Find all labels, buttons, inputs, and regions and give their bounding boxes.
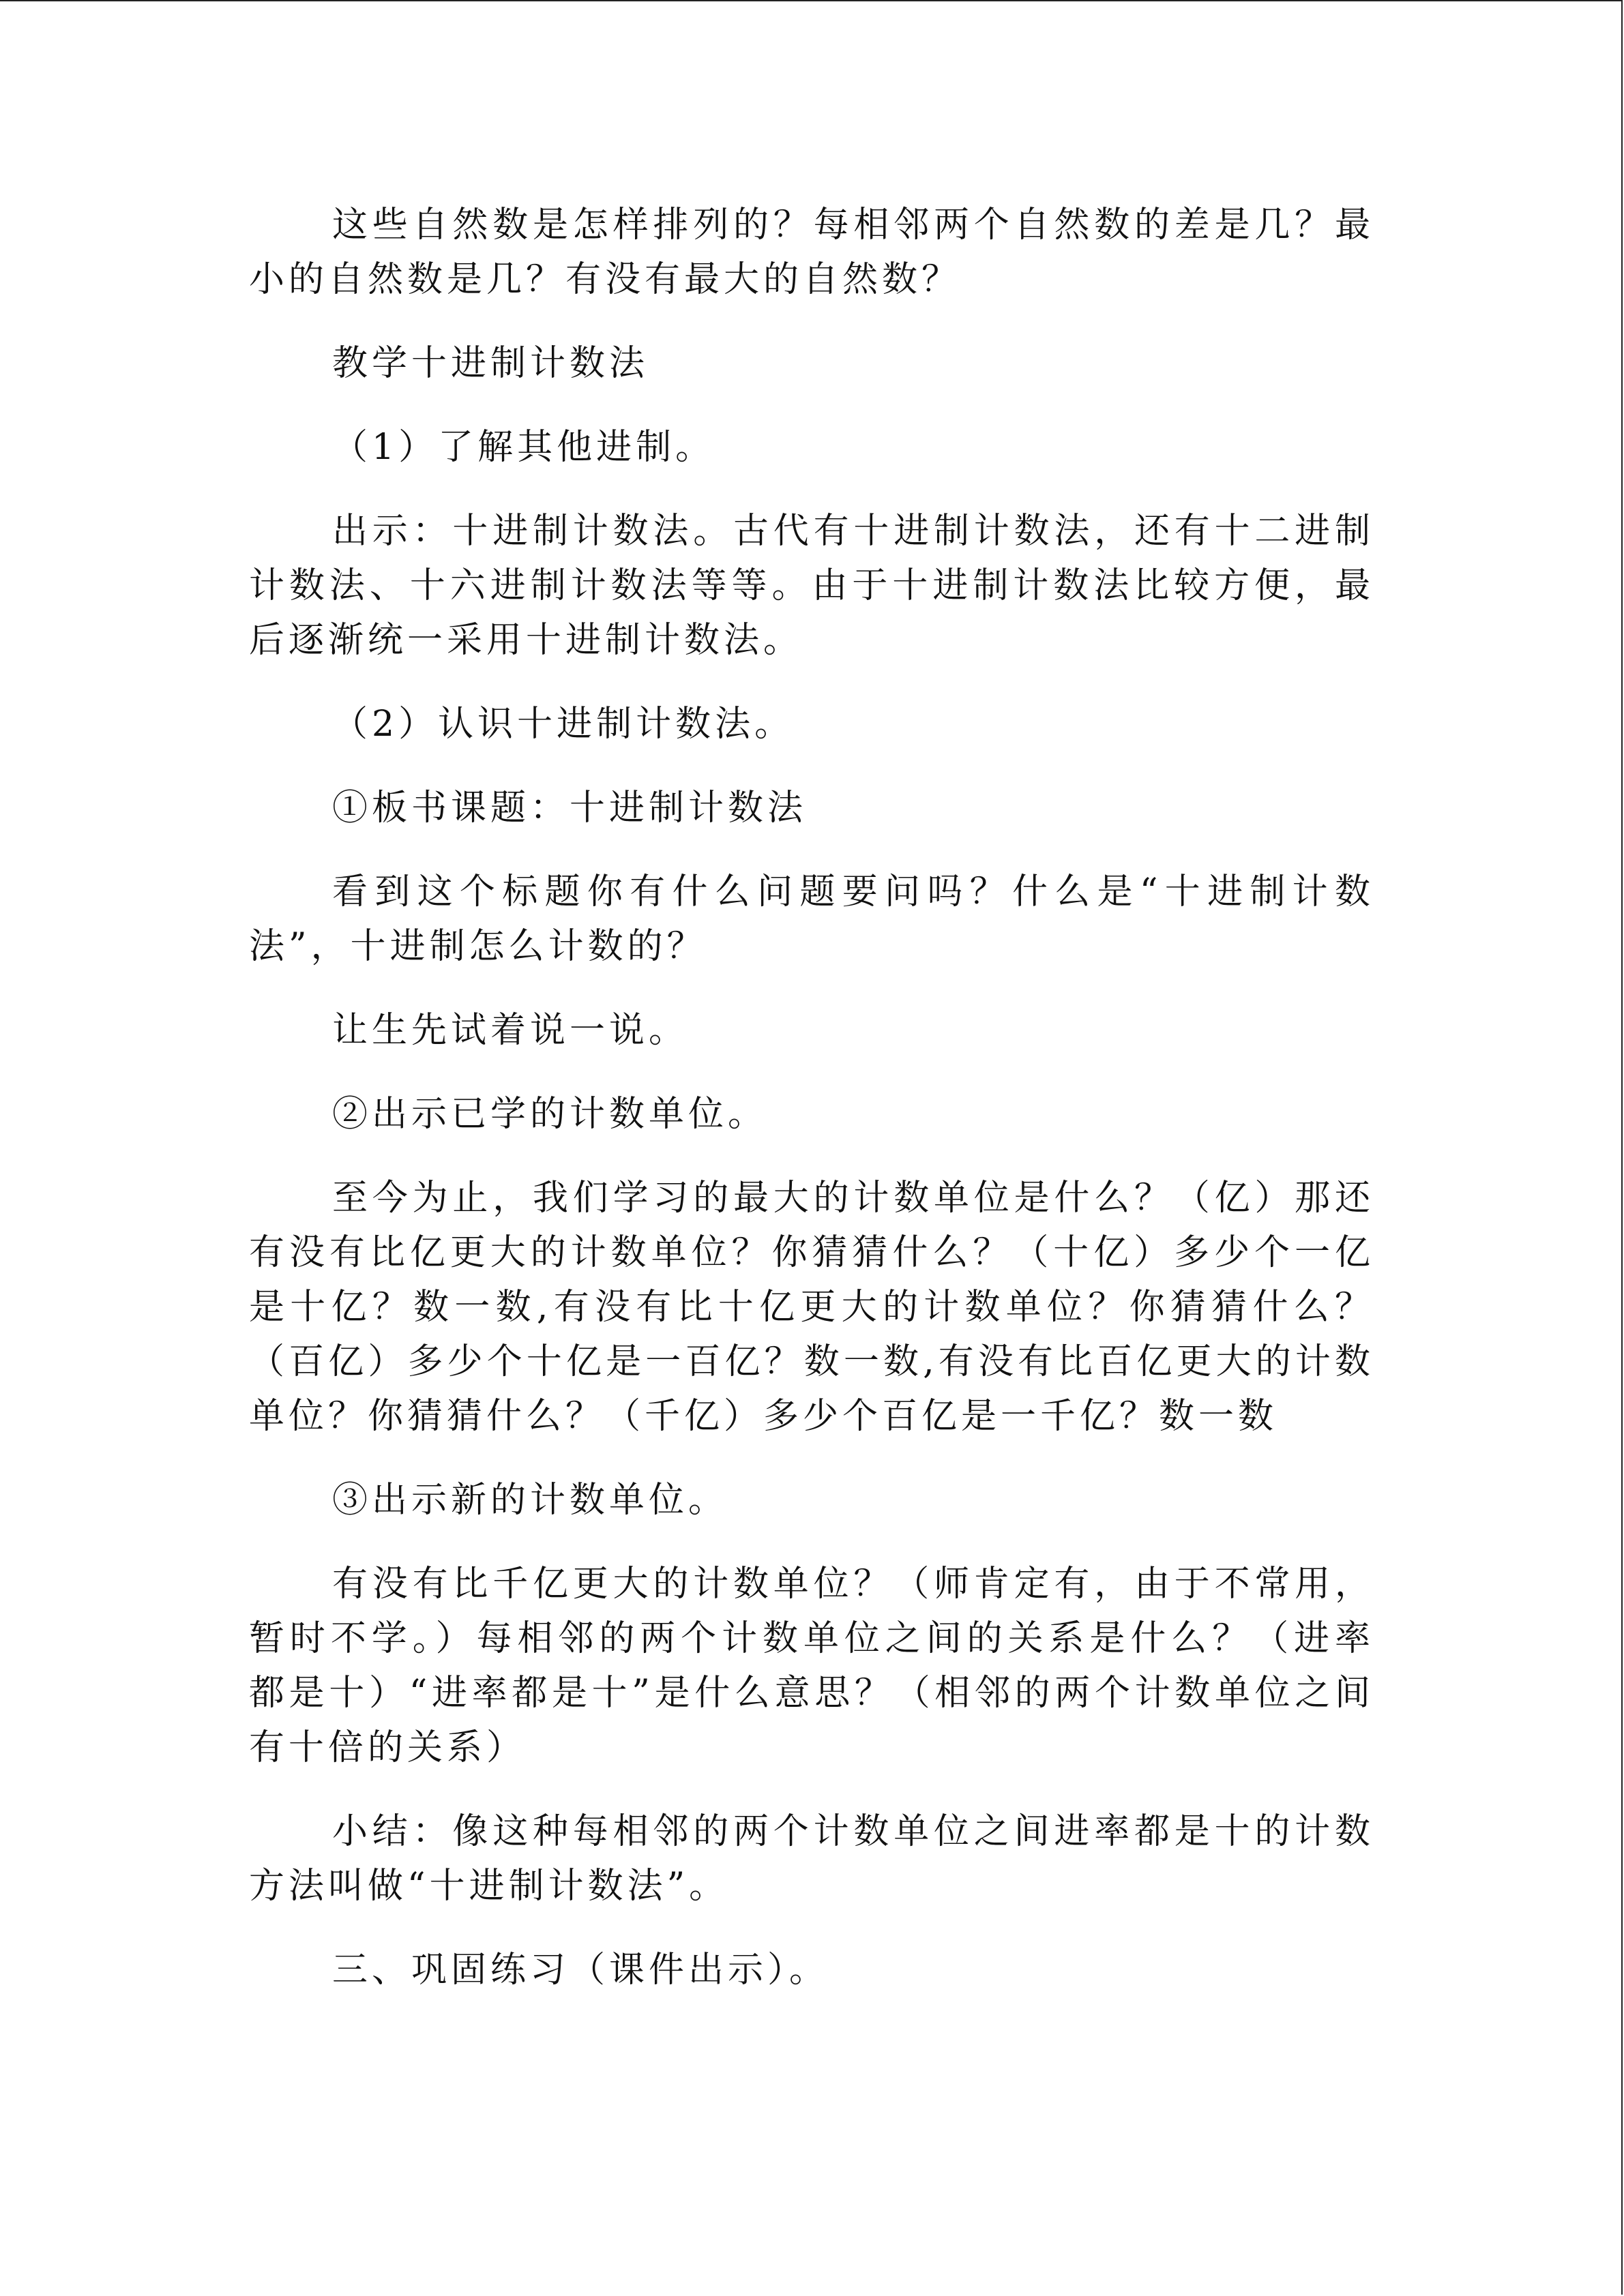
paragraph-students-try: 让生先试着说一说。	[332, 1010, 689, 1051]
paragraph-show-learned-units: ②出示已学的计数单位。	[332, 1094, 768, 1135]
paragraph-practice: 三、巩固练习（课件出示）。	[332, 1950, 829, 1991]
subheading-other-bases: （1）了解其他进制。	[332, 427, 715, 468]
paragraph-board-title: ①板书课题：十进制计数法	[332, 788, 808, 829]
paragraph-natural-numbers-questions: 这些自然数是怎样排列的？每相邻两个自然数的差是几？最小的自然数是几？有没有最大的自然数？	[249, 205, 1374, 300]
section-heading-decimal-system: 教学十进制计数法	[332, 343, 649, 384]
paragraph-show-new-units: ③出示新的计数单位。	[332, 1480, 728, 1521]
paragraph-summary: 小结：像这种每相邻的两个计数单位之间进率都是十的计数方法叫做“十进制计数法”。	[249, 1811, 1374, 1907]
subheading-learn-decimal: （2）认识十进制计数法。	[332, 704, 795, 745]
paragraph-largest-unit-questions: 至今为止，我们学习的最大的计数单位是什么？（亿）那还有没有比亿更大的计数单位？你猜猜什么？（十亿）多少个一亿是十亿？数一数,有没有比十亿更大的计数单位？你猜猜什么？（百亿）多少个十亿是一百亿？数一数,有没有比百亿更大的计数单位？你猜猜什么？（千亿）多少个百亿是一千亿？数一数	[249, 1178, 1374, 1437]
paragraph-show-decimal-history: 出示：十进制计数法。古代有十进制计数法，还有十二进制计数法、十六进制计数法等等。由于十进制计数法比较方便，最后逐渐统一采用十进制计数法。	[249, 511, 1374, 661]
paragraph-unit-relationship: 有没有比千亿更大的计数单位？（师肯定有，由于不常用，暂时不学。）每相邻的两个计数单位之间的关系是什么？（进率都是十）“进率都是十”是什么意思？（相邻的两个计数单位之间有十倍的关系）	[249, 1564, 1374, 1768]
document-body	[249, 198, 1374, 2027]
paragraph-title-questions: 看到这个标题你有什么问题要问吗？什么是“十进制计数法”，十进制怎么计数的？	[249, 871, 1374, 967]
